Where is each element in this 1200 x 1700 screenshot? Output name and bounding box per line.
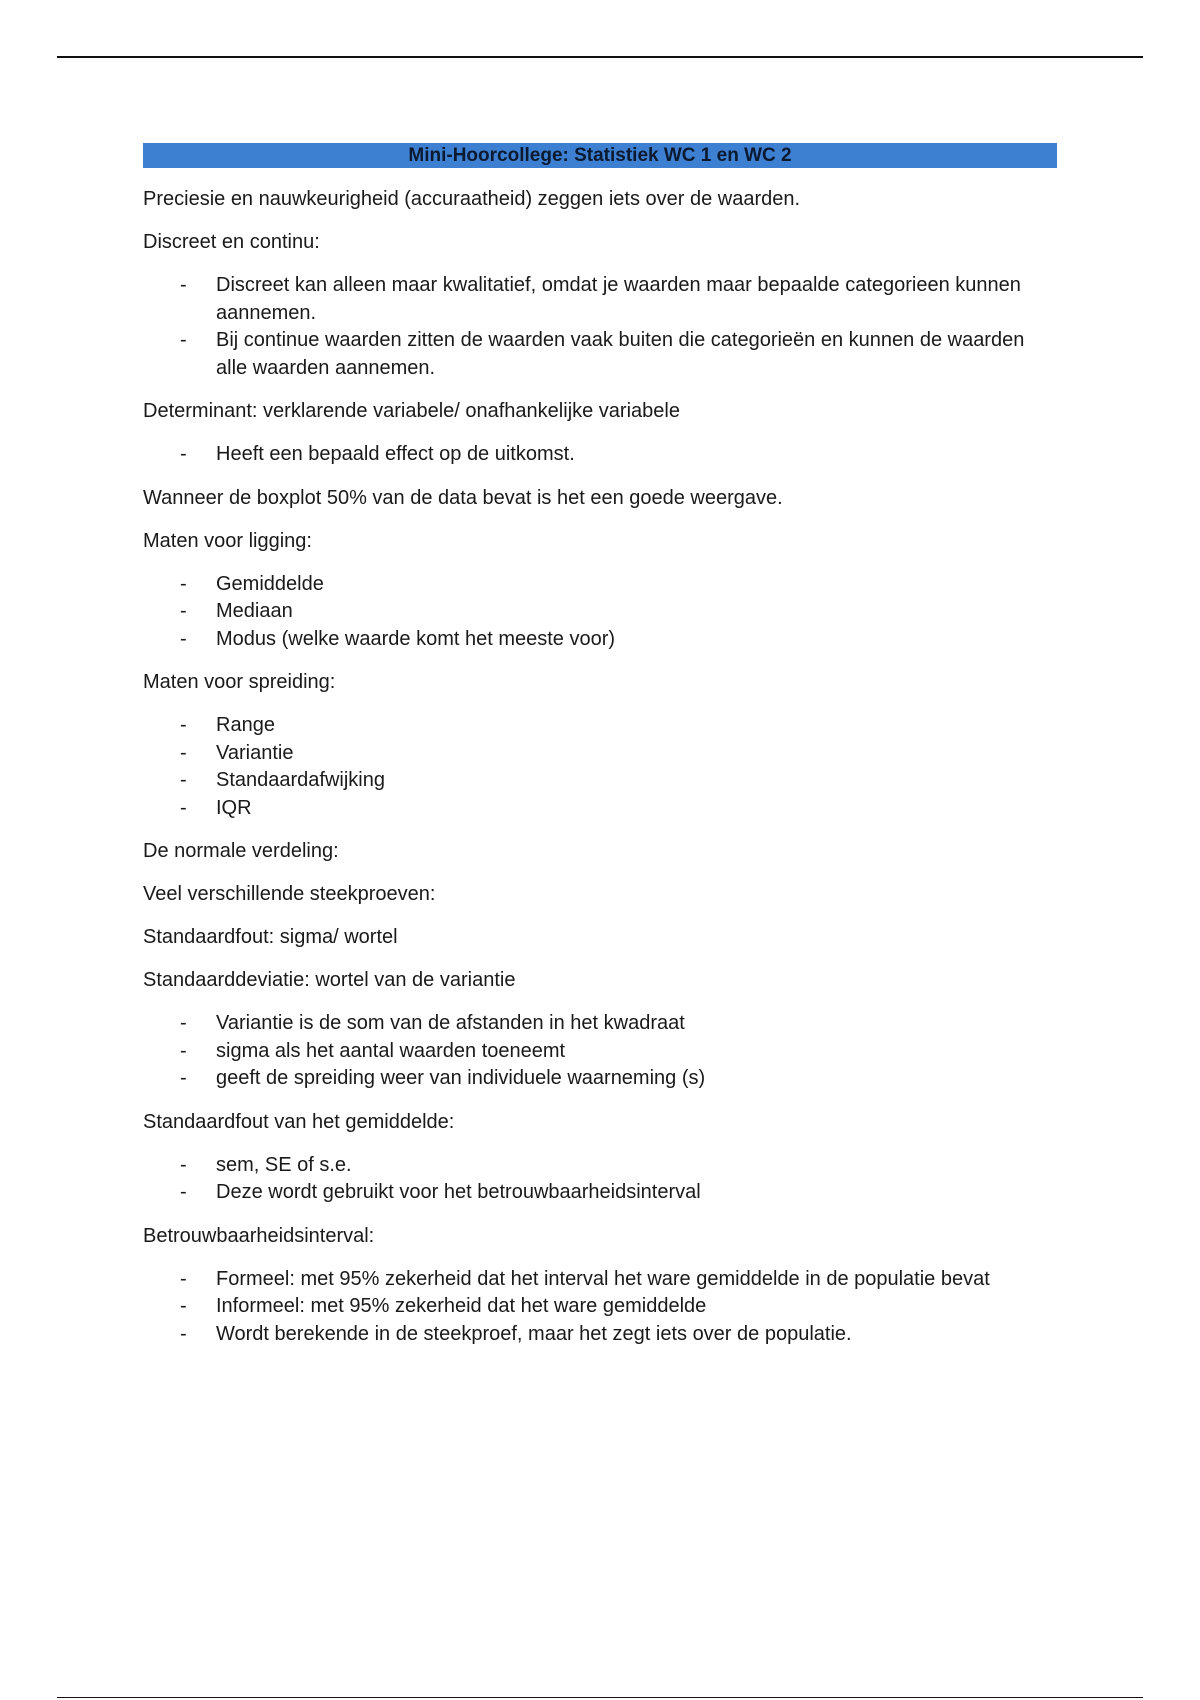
list-item: - IQR <box>143 795 1057 823</box>
header-rule <box>57 56 1143 58</box>
notes-content <box>143 186 1057 1348</box>
bullet-list <box>143 441 1057 469</box>
list-item: - Variantie is de som van de afstanden in het kwadraat <box>143 1010 1057 1038</box>
bullet-list <box>143 1152 1057 1207</box>
bullet-list <box>143 712 1057 822</box>
paragraph: Discreet en continu: <box>143 231 320 253</box>
bullet-list <box>143 272 1057 382</box>
list-item: - Wordt berekende in de steekproef, maar het zegt iets over de populatie. <box>143 1321 1057 1349</box>
list-item: - sigma als het aantal waarden toeneemt <box>143 1038 1057 1066</box>
list-item: - Mediaan <box>143 598 1057 626</box>
paragraph: Maten voor ligging: <box>143 529 312 552</box>
list-item: - sem, SE of s.e. <box>143 1152 1057 1180</box>
list-item: - Gemiddelde <box>143 571 1057 599</box>
list-item: - geeft de spreiding weer van individuele waarneming (s) <box>143 1065 1057 1093</box>
bullet-list <box>143 1010 1057 1093</box>
document-body <box>143 143 1057 1364</box>
paragraph: Veel verschillende steekproeven: <box>143 883 436 905</box>
paragraph: De normale verdeling: <box>143 840 339 862</box>
paragraph: Preciesie en nauwkeurigheid (accuraatheid) zeggen iets over de waarden. <box>143 188 801 210</box>
paragraph: Standaardfout: sigma/ wortel <box>143 926 398 948</box>
list-item: - Deze wordt gebruikt voor het betrouwbaarheidsinterval <box>143 1179 1057 1207</box>
list-item: - Discreet kan alleen maar kwalitatief, omdat je waarden maar bepaalde categorieen kunnen aannemen. <box>143 272 1057 327</box>
list-item: - Formeel: met 95% zekerheid dat het interval het ware gemiddelde in de populatie bevat <box>143 1266 1057 1294</box>
paragraph: Standaarddeviatie: wortel van de variantie <box>143 969 516 991</box>
paragraph: Determinant: verklarende variabele/ onafhankelijke variabele <box>143 400 680 422</box>
paragraph: Standaardfout van het gemiddelde: <box>143 1110 455 1133</box>
bullet-list <box>143 1266 1057 1349</box>
paragraph: Betrouwbaarheidsinterval: <box>143 1224 375 1247</box>
list-item: - Modus (welke waarde komt het meeste voor) <box>143 626 1057 654</box>
list-item: - Variantie <box>143 740 1057 768</box>
page-title: Mini-Hoorcollege: Statistiek WC 1 en WC 2 <box>143 143 1057 168</box>
bullet-list <box>143 571 1057 654</box>
list-item: - Bij continue waarden zitten de waarden vaak buiten die categorieën en kunnen de waarden alle waarden aannemen. <box>143 327 1057 382</box>
paragraph: Maten voor spreiding: <box>143 671 336 693</box>
paragraph: Wanneer de boxplot 50% van de data bevat is het een goede weergave. <box>143 486 783 509</box>
list-item: - Standaardafwijking <box>143 767 1057 795</box>
list-item: - Range <box>143 712 1057 740</box>
footer-rule <box>57 1697 1143 1698</box>
list-item: - Heeft een bepaald effect op de uitkomst. <box>143 441 1057 469</box>
list-item: - Informeel: met 95% zekerheid dat het ware gemiddelde <box>143 1293 1057 1321</box>
